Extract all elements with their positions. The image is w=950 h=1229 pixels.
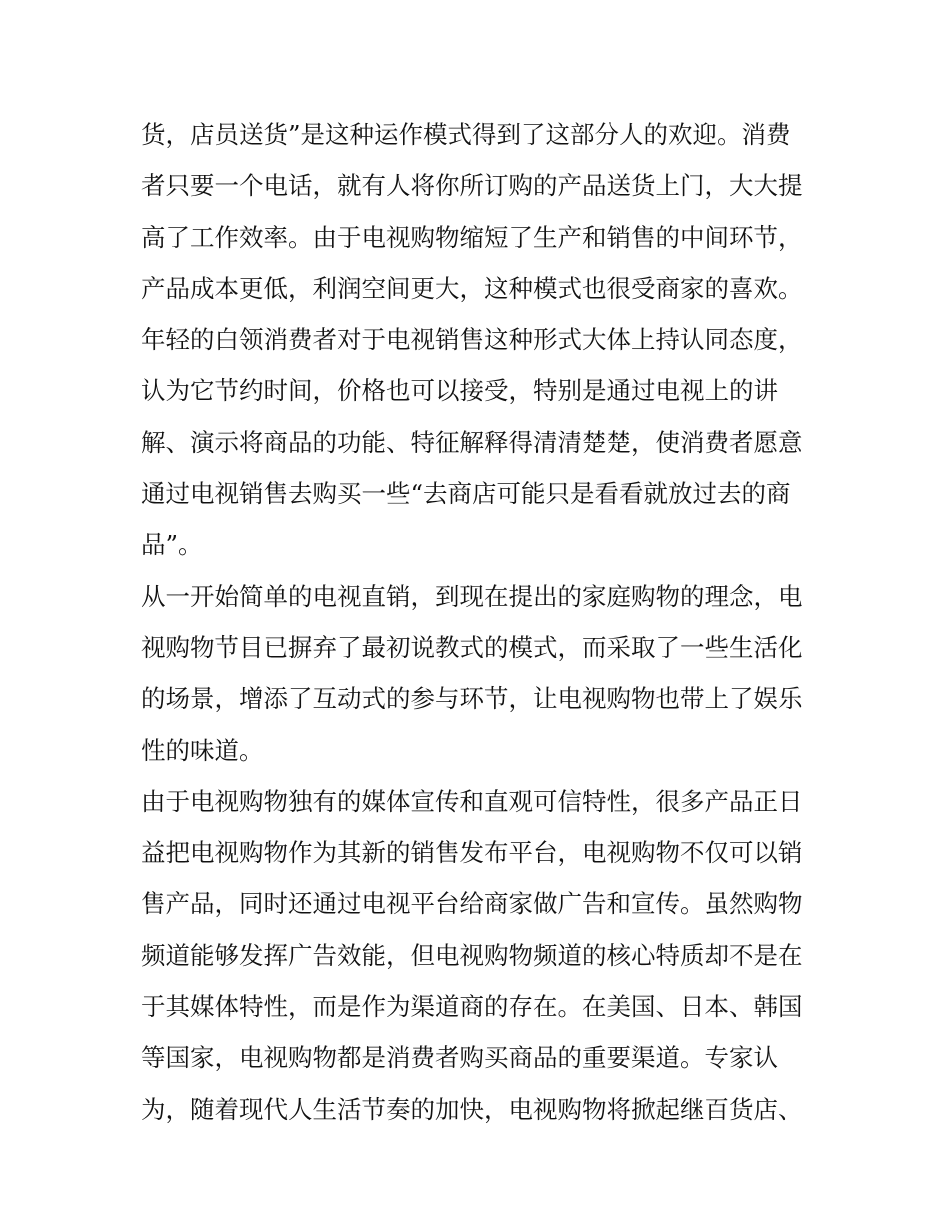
text-line: 由于电视购物独有的媒体宣传和直观可信特性，很多产品正日 (141, 786, 803, 816)
text-line: 品”。 (141, 530, 203, 560)
text-line: 等国家，电视购物都是消费者购买商品的重要渠道。专家认 (141, 1043, 778, 1073)
text-line: 视购物节目已摒弃了最初说教式的模式，而采取了一些生活化 (141, 632, 803, 662)
text-line: 产品成本更低，利润空间更大，这种模式也很受商家的喜欢。 (141, 273, 803, 303)
text-line: 益把电视购物作为其新的销售发布平台，电视购物不仅可以销 (141, 838, 803, 868)
text-line: 者只要一个电话，就有人将你所订购的产品送货上门，大大提 (141, 171, 803, 201)
text-line: 于其媒体特性，而是作为渠道商的存在。在美国、日本、韩国 (141, 992, 803, 1022)
text-line: 频道能够发挥广告效能，但电视购物频道的核心特质却不是在 (141, 940, 803, 970)
text-line: 高了工作效率。由于电视购物缩短了生产和销售的中间环节， (141, 222, 803, 252)
text-line: 货，店员送货”是这种运作模式得到了这部分人的欢迎。消费 (141, 120, 791, 149)
text-line: 年轻的白领消费者对于电视销售这种形式大体上持认同态度， (141, 325, 803, 355)
text-line: 认为它节约时间，价格也可以接受，特别是通过电视上的讲 (141, 376, 778, 406)
body-text (141, 109, 821, 1135)
text-line: 性的味道。 (141, 735, 264, 765)
text-line: 解、演示将商品的功能、特征解释得清清楚楚，使消费者愿意 (141, 427, 803, 457)
text-line: 售产品，同时还通过电视平台给商家做广告和宣传。虽然购物 (141, 889, 803, 919)
text-line: 为，随着现代人生活节奏的加快，电视购物将掀起继百货店、 (141, 1094, 803, 1124)
text-line: 从一开始简单的电视直销，到现在提出的家庭购物的理念，电 (141, 581, 803, 611)
text-line: 的场景，增添了互动式的参与环节，让电视购物也带上了娱乐 (141, 684, 803, 714)
text-line: 通过电视销售去购买一些“去商店可能只是看看就放过去的商 (141, 479, 791, 509)
